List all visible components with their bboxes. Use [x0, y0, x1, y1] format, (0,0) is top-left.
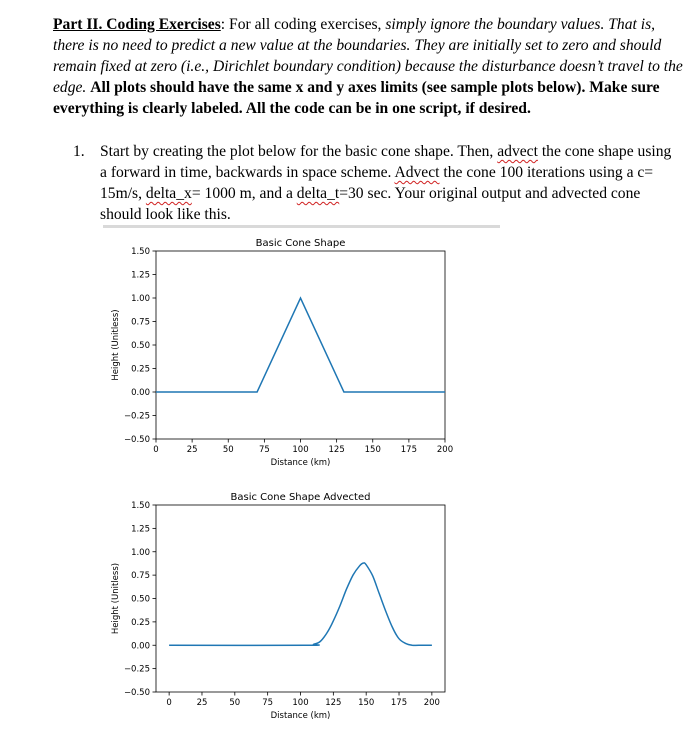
- spellcheck-word: delta_x: [145, 185, 192, 202]
- intro-plain-text: For all coding exercises,: [225, 16, 386, 33]
- task-text-part: = 1000 m, and a: [191, 185, 297, 202]
- y-tick-label: 0.25: [131, 364, 150, 375]
- part-title-colon: :: [220, 16, 226, 33]
- y-tick-label: −0.50: [123, 688, 150, 698]
- y-tick-label: 1.00: [131, 294, 150, 304]
- x-tick-label: 200: [423, 698, 440, 708]
- x-tick-label: 125: [328, 445, 345, 455]
- x-axis-label: Distance (km): [270, 458, 331, 468]
- x-axis-label: Distance (km): [270, 711, 331, 721]
- spellcheck-word: advect: [497, 143, 538, 160]
- y-tick-label: 1.50: [131, 501, 150, 511]
- x-tick-label: 75: [258, 445, 270, 455]
- x-tick-label: 50: [229, 698, 241, 708]
- series-line: [156, 298, 445, 392]
- x-tick-label: 175: [390, 698, 408, 708]
- x-tick-label: 200: [436, 445, 454, 455]
- intro-italic-text: simply ignore the boundary values. That is, there is no need to predict a new value at the boundaries. They are initially set to zero and should remain fixed at zero (i.e., Dirichlet boundary condition) because the disturbance doesn’t travel to the edge.: [53, 16, 683, 96]
- series-line: [169, 563, 432, 646]
- spellcheck-word: Advect: [394, 164, 440, 181]
- x-tick-label: 0: [153, 445, 159, 455]
- y-tick-label: 1.00: [131, 547, 150, 558]
- x-tick-label: 75: [262, 698, 274, 708]
- y-tick-label: −0.25: [123, 411, 150, 422]
- task-number: 1.: [73, 143, 85, 160]
- x-tick-label: 175: [400, 445, 417, 455]
- y-tick-label: 0.50: [131, 341, 150, 351]
- spellcheck-word: delta_t: [296, 185, 340, 202]
- y-axis-label: Height (Unitless): [111, 562, 121, 635]
- intro-bold-text: All plots should have the same x and y axes limits (see sample plots below). Make sure everything is clearly labeled. All the code can be in one script, if desired.: [53, 79, 660, 117]
- part-title: Part II. Coding Exercises: [53, 16, 221, 33]
- x-tick-label: 50: [222, 445, 234, 455]
- y-tick-label: 0.25: [131, 617, 150, 628]
- y-tick-label: −0.50: [123, 435, 150, 445]
- x-tick-label: 0: [166, 698, 172, 708]
- x-tick-label: 100: [292, 698, 309, 708]
- x-tick-label: 125: [325, 698, 342, 708]
- chart-title: Basic Cone Shape: [255, 238, 346, 249]
- y-tick-label: −0.25: [123, 664, 150, 675]
- y-tick-label: 0.75: [131, 571, 150, 582]
- x-tick-label: 100: [292, 445, 309, 455]
- y-axis-label: Height (Unitless): [111, 309, 121, 381]
- y-tick-label: 1.25: [131, 270, 150, 281]
- y-tick-label: 1.50: [131, 247, 150, 257]
- y-tick-label: 0.00: [131, 641, 150, 652]
- task-text-part: the cone shape using a forward in time, backwards in space scheme.: [100, 143, 672, 181]
- x-tick-label: 150: [358, 698, 375, 708]
- y-tick-label: 0.75: [131, 317, 150, 328]
- task-text-part: =30 sec. Your original output and advected cone should look like this.: [100, 185, 641, 223]
- y-tick-label: 0.50: [131, 594, 150, 605]
- y-tick-label: 0.00: [131, 388, 150, 398]
- task-text-part: Start by creating the plot below for the basic cone shape. Then,: [100, 143, 498, 160]
- x-tick-label: 25: [196, 698, 208, 708]
- plot-frame: [156, 251, 445, 439]
- y-tick-label: 1.25: [131, 524, 150, 535]
- plot-frame: [156, 505, 445, 692]
- task-text-part: the cone 100 iterations using a c= 15m/s,: [100, 164, 654, 202]
- x-tick-label: 150: [364, 445, 381, 455]
- x-tick-label: 25: [186, 445, 198, 455]
- chart-title: Basic Cone Shape Advected: [230, 492, 371, 503]
